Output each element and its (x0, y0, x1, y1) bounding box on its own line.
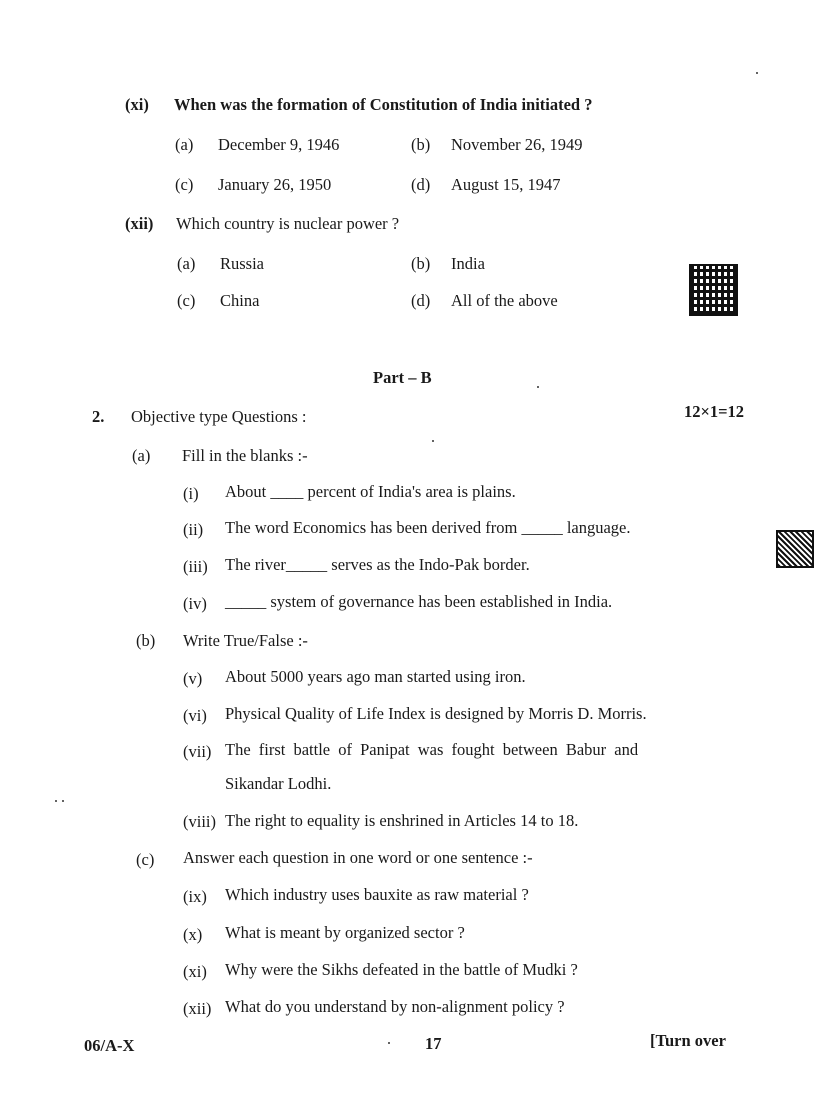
option-text: All of the above (451, 291, 558, 310)
section-label: (c) (136, 850, 155, 869)
item-text-continued: Sikandar Lodhi. (225, 774, 332, 793)
item-number: (i) (183, 484, 199, 503)
item-number: (iv) (183, 594, 207, 613)
item-text: _____ system of governance has been established in India. (225, 592, 613, 611)
part-title: Part – B (373, 368, 432, 387)
section-label: (b) (136, 631, 156, 650)
section-title: Write True/False :- (183, 631, 308, 650)
item-text: The right to equality is enshrined in Articles 14 to 18. (225, 811, 579, 830)
option-label: (c) (175, 175, 194, 194)
section-title: Fill in the blanks :- (182, 446, 308, 465)
scan-speck (62, 800, 64, 802)
question-number: 2. (92, 407, 105, 426)
option-text: January 26, 1950 (218, 175, 332, 194)
question-number: (xi) (125, 95, 149, 114)
option-label: (a) (177, 254, 196, 273)
turn-over: [Turn over (650, 1031, 726, 1050)
option-label: (d) (411, 291, 431, 310)
item-number: (v) (183, 669, 203, 688)
section-label: (a) (132, 446, 151, 465)
option-label: (d) (411, 175, 431, 194)
item-number: (viii) (183, 812, 216, 831)
item-number: (ii) (183, 520, 204, 539)
marks: 12×1=12 (684, 402, 745, 421)
option-text: China (220, 291, 260, 310)
paper-code: 06/A-X (84, 1036, 135, 1055)
option-text: Russia (220, 254, 265, 273)
question-number: (xii) (125, 214, 154, 233)
item-number: (xii) (183, 999, 212, 1018)
item-number: (vi) (183, 706, 207, 725)
scan-speck (388, 1042, 390, 1044)
item-text: The first battle of Panipat was fought between Babur and (225, 740, 639, 759)
scan-speck (432, 440, 434, 442)
option-label: (b) (411, 254, 431, 273)
item-text: Why were the Sikhs defeated in the battle of Mudki ? (225, 960, 578, 979)
option-text: December 9, 1946 (218, 135, 340, 154)
question-text: Which country is nuclear power ? (176, 214, 400, 233)
question-text: When was the formation of Constitution of India initiated ? (174, 95, 593, 114)
item-text: Physical Quality of Life Index is designed by Morris D. Morris. (225, 704, 647, 723)
section-title: Answer each question in one word or one sentence :- (183, 848, 533, 867)
scan-speck (55, 800, 57, 802)
item-text: Which industry uses bauxite as raw material ? (225, 885, 529, 904)
option-text: India (451, 254, 485, 273)
option-text: August 15, 1947 (451, 175, 561, 194)
item-number: (vii) (183, 742, 212, 761)
item-text: About ____ percent of India's area is plains. (225, 482, 516, 501)
option-label: (b) (411, 135, 431, 154)
item-text: The word Economics has been derived from _____ language. (225, 518, 631, 537)
item-text: About 5000 years ago man started using iron. (225, 667, 526, 686)
qr-code-icon (776, 530, 814, 568)
qr-code-icon (689, 264, 738, 316)
item-text: The river_____ serves as the Indo-Pak border. (225, 555, 530, 574)
item-number: (x) (183, 925, 203, 944)
option-label: (c) (177, 291, 196, 310)
scan-speck (537, 386, 539, 388)
item-number: (ix) (183, 887, 207, 906)
item-number: (iii) (183, 557, 208, 576)
question-text: Objective type Questions : (131, 407, 307, 426)
option-label: (a) (175, 135, 194, 154)
item-text: What do you understand by non-alignment policy ? (225, 997, 565, 1016)
item-text: What is meant by organized sector ? (225, 923, 465, 942)
item-number: (xi) (183, 962, 207, 981)
scan-speck (756, 72, 758, 74)
page-number: 17 (425, 1034, 442, 1053)
option-text: November 26, 1949 (451, 135, 583, 154)
